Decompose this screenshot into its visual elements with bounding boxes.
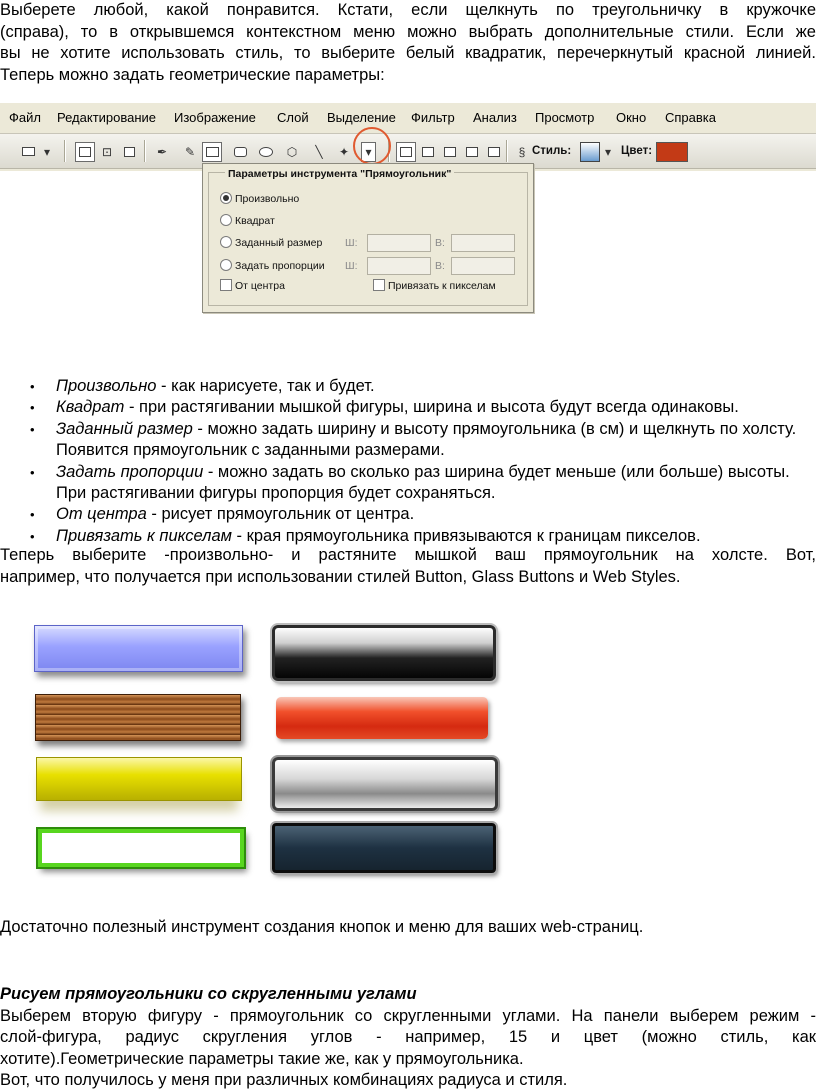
list-text: - при растягивании мышкой фигуры, ширина и высота будут всегда одинаковы.: [124, 398, 739, 417]
list-term: Квадрат: [56, 398, 125, 417]
menu-layer[interactable]: Слой: [277, 110, 309, 125]
fixed-width-label: Ш:: [345, 237, 358, 249]
radio-button[interactable]: [220, 259, 232, 271]
separator: [144, 140, 146, 162]
menu-edit[interactable]: Редактирование: [57, 110, 157, 125]
polygon-tool-icon[interactable]: ⬡: [286, 145, 298, 159]
list-item: [0, 462, 816, 505]
menu-select[interactable]: Выделение: [327, 110, 396, 125]
snap-to-pixels-checkbox[interactable]: [373, 279, 496, 293]
style-dropdown-icon[interactable]: ▾: [604, 145, 612, 159]
list-item: [0, 397, 816, 418]
section-line-3: хотите).Геометрические параметры такие же, как у прямоугольника.: [0, 1049, 524, 1068]
separator: [64, 140, 66, 162]
tool-preset-dropdown-icon[interactable]: ▾: [43, 145, 51, 159]
style-swatch-icon[interactable]: [580, 142, 600, 162]
after-list-line-2: например, что получается при использовании стилей Button, Glass Buttons и Web Styles.: [0, 567, 681, 586]
section-heading: Рисуем прямоугольники со скругленными углами: [0, 985, 417, 1003]
checkbox-label: Привязать к пикселам: [388, 280, 496, 292]
from-center-checkbox[interactable]: [220, 279, 285, 293]
section-line-2: слой-фигура, радиус скругления углов - например, 15 и цвет (можно стиль, как: [0, 1028, 816, 1046]
sample-button-dark-slate: [272, 823, 496, 873]
menu-help[interactable]: Справка: [665, 110, 716, 125]
menu-image[interactable]: Изображение: [174, 110, 256, 125]
sample-button-yellow: [36, 757, 242, 801]
list-item: [0, 504, 816, 525]
checkbox[interactable]: [220, 279, 232, 291]
option-proportional[interactable]: [220, 259, 325, 273]
list-text: - края прямоугольника привязываются к границам пикселов.: [231, 526, 701, 545]
line-tool-icon[interactable]: ╲: [315, 145, 323, 159]
color-label: Цвет:: [621, 145, 653, 157]
panel-title: Параметры инструмента "Прямоугольник": [225, 168, 454, 180]
after-list-paragraph: [0, 545, 816, 588]
photoshop-screenshot: [0, 103, 816, 171]
list-term: Заданный размер: [56, 419, 193, 438]
radio-button[interactable]: [220, 236, 232, 248]
proportion-width-input[interactable]: [367, 257, 431, 275]
list-item: [0, 376, 816, 397]
menu-bar: [0, 106, 816, 130]
list-text: - можно задать во сколько раз ширина будет меньше (или больше) высоты. При растягивании фигуры пропорция будет сохраняться.: [56, 462, 790, 503]
proportion-height-input[interactable]: [451, 257, 515, 275]
proportion-height-label: В:: [435, 260, 445, 272]
exclude-overlap-icon[interactable]: [484, 142, 504, 162]
proportion-width-label: Ш:: [345, 260, 358, 272]
separator: [506, 140, 508, 162]
shape-layers-icon[interactable]: [75, 142, 95, 162]
sample-button-red-glass: [276, 697, 488, 739]
custom-shape-icon[interactable]: ✦: [338, 145, 350, 159]
tool-preset-icon[interactable]: [18, 142, 38, 162]
checkbox[interactable]: [373, 279, 385, 291]
style-label: Стиль:: [532, 145, 572, 157]
section-line-1: Выберем вторую фигуру - прямоугольник со скругленными углами. На панели выберем режим -: [0, 1006, 816, 1025]
list-text: - как нарисуете, так и будет.: [156, 377, 375, 395]
list-term: Задать пропорции: [56, 462, 204, 481]
menu-view[interactable]: Просмотр: [535, 110, 595, 125]
section-line-4: Вот, что получилось у меня при различных комбинациях радиуса и стиля.: [0, 1071, 568, 1089]
fixed-width-input[interactable]: [367, 234, 431, 252]
fill-pixels-icon[interactable]: [119, 142, 139, 162]
option-label: Задать пропорции: [235, 260, 325, 272]
color-swatch[interactable]: [656, 142, 688, 162]
section-rounded-rectangles: [0, 984, 816, 1092]
useful-note: Достаточно полезный инструмент создания кнопок и меню для ваших web-страниц.: [0, 918, 644, 936]
after-list-line-1: Теперь выберите -произвольно- и растяните мышкой ваш прямоугольник на холсте. Вот,: [0, 546, 816, 564]
intro-line-2: (справа), то в открывшемся контекстном меню можно выбрать дополнительные стили. Если же: [0, 22, 816, 41]
menu-filter[interactable]: Фильтр: [411, 110, 455, 125]
option-label: Произвольно: [235, 193, 300, 205]
geometry-options-dropdown-icon[interactable]: ▾: [361, 142, 376, 162]
option-label: Квадрат: [235, 215, 275, 227]
list-term: Произвольно: [56, 377, 157, 395]
option-square[interactable]: [220, 214, 275, 228]
menu-window[interactable]: Окно: [616, 110, 647, 125]
highlight-circle: [353, 127, 391, 165]
sample-button-green-outline: [38, 829, 244, 867]
intro-line-3: вы не хотите использовать стиль, то выберите белый квадратик, перечеркнутый красной линией.: [0, 44, 816, 62]
menu-analysis[interactable]: Анализ: [473, 110, 517, 125]
create-new-shape-layer-icon[interactable]: [396, 142, 416, 162]
intro-paragraph: [0, 0, 816, 86]
options-description-list: [0, 376, 816, 547]
pen-tool-icon[interactable]: ✒: [156, 145, 168, 159]
sample-button-blue: [34, 625, 243, 672]
intro-line-1: Выберете любой, какой понравится. Кстати, если щелкнуть по треугольничку в кружочке: [0, 1, 816, 19]
list-term: Привязать к пикселам: [56, 526, 232, 545]
rectangle-options-panel: [202, 163, 534, 313]
sample-button-chrome: [272, 757, 498, 811]
ellipse-tool-icon[interactable]: [256, 142, 276, 162]
link-icon[interactable]: §: [518, 145, 526, 159]
checkbox-label: От центра: [235, 280, 285, 292]
freeform-pen-icon[interactable]: ✎: [184, 145, 196, 159]
radio-button[interactable]: [220, 192, 232, 204]
rectangle-tool-icon[interactable]: [202, 142, 222, 162]
option-unconstrained[interactable]: [220, 192, 299, 206]
list-text: - рисует прямоугольник от центра.: [146, 505, 415, 524]
sample-button-wood: [35, 694, 241, 741]
menu-file[interactable]: Файл: [9, 110, 41, 125]
intro-line-4: Теперь можно задать геометрические параметры:: [0, 65, 385, 84]
option-label: Заданный размер: [235, 237, 323, 249]
subtract-shape-area-icon[interactable]: [440, 142, 460, 162]
sample-button-black-glass: [272, 625, 496, 681]
option-fixed-size[interactable]: [220, 236, 322, 250]
list-text: - можно задать ширину и высоту прямоугольника (в см) и щелкнуть по холсту. Появится прямоугольник с заданными размерами.: [56, 419, 797, 460]
rounded-rectangle-icon[interactable]: [230, 142, 250, 162]
intersect-shape-areas-icon[interactable]: [462, 142, 482, 162]
add-to-shape-area-icon[interactable]: [418, 142, 438, 162]
fixed-height-input[interactable]: [451, 234, 515, 252]
list-item: [0, 419, 816, 462]
radio-button[interactable]: [220, 214, 232, 226]
paths-icon[interactable]: ⊡: [101, 145, 113, 159]
list-term: От центра: [56, 505, 147, 524]
fixed-height-label: В:: [435, 237, 445, 249]
